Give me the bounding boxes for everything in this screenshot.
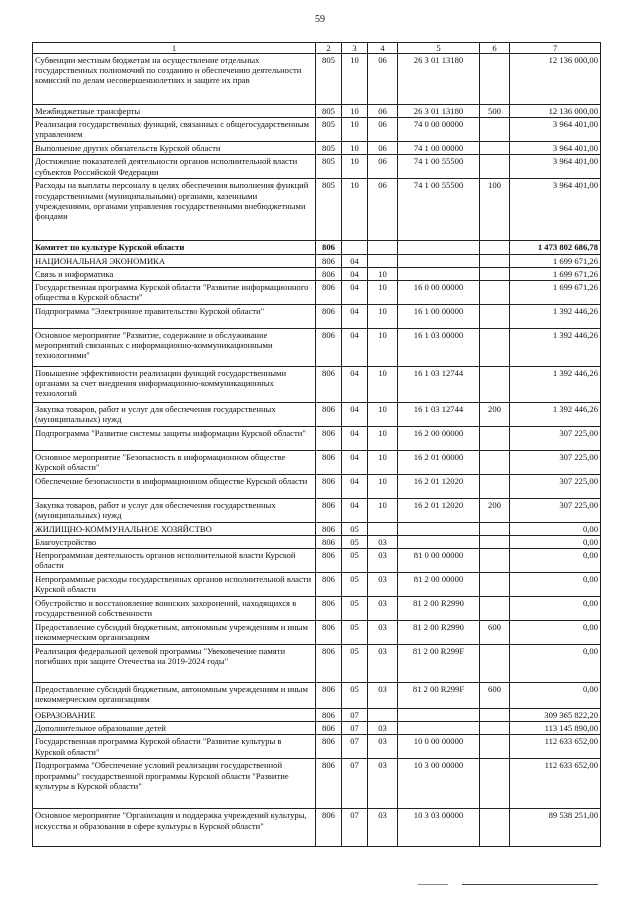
row-ministry-code-cell: 806	[316, 280, 342, 304]
header-cell: 7	[510, 43, 601, 54]
row-name-cell: Основное мероприятие "Организация и поддержка учреждений культуры, искусства и образования в сфере культуры в Курской области"	[33, 809, 316, 847]
row-name-cell: Подпрограмма "Развитие системы защиты информации Курской области"	[33, 426, 316, 450]
row-subsection-cell: 10	[368, 366, 398, 402]
row-name-cell: ОБРАЗОВАНИЕ	[33, 709, 316, 722]
row-expense-type-cell	[480, 759, 510, 809]
header-cell: 1	[33, 43, 316, 54]
row-section-cell: 05	[342, 522, 368, 535]
row-subsection-cell	[368, 709, 398, 722]
row-ministry-code-cell: 806	[316, 549, 342, 573]
row-target-article-cell	[398, 535, 480, 548]
table-row	[33, 722, 601, 735]
row-subsection-cell: 10	[368, 328, 398, 366]
row-name-cell: Благоустройство	[33, 535, 316, 548]
row-ministry-code-cell: 806	[316, 709, 342, 722]
header-cell: 6	[480, 43, 510, 54]
row-subsection-cell: 10	[368, 426, 398, 450]
row-expense-type-cell	[480, 597, 510, 621]
row-subsection-cell: 10	[368, 304, 398, 328]
row-amount-cell: 89 538 251,00	[510, 809, 601, 847]
row-amount-cell: 3 964 401,00	[510, 155, 601, 179]
row-ministry-code-cell: 806	[316, 522, 342, 535]
row-subsection-cell: 06	[368, 155, 398, 179]
row-section-cell: 07	[342, 709, 368, 722]
row-section-cell: 10	[342, 118, 368, 142]
row-expense-type-cell	[480, 118, 510, 142]
row-expense-type-cell: 200	[480, 402, 510, 426]
row-subsection-cell	[368, 241, 398, 254]
row-section-cell: 05	[342, 535, 368, 548]
table-row	[33, 105, 601, 118]
row-name-cell: НАЦИОНАЛЬНАЯ ЭКОНОМИКА	[33, 254, 316, 267]
row-subsection-cell: 06	[368, 142, 398, 155]
row-expense-type-cell	[480, 241, 510, 254]
row-ministry-code-cell: 806	[316, 366, 342, 402]
table-row	[33, 522, 601, 535]
row-expense-type-cell: 500	[480, 105, 510, 118]
row-amount-cell: 0,00	[510, 549, 601, 573]
row-amount-cell: 0,00	[510, 522, 601, 535]
row-target-article-cell: 74 1 00 00000	[398, 142, 480, 155]
row-section-cell: 04	[342, 254, 368, 267]
row-amount-cell: 0,00	[510, 597, 601, 621]
row-target-article-cell	[398, 267, 480, 280]
table-row	[33, 683, 601, 709]
row-target-article-cell	[398, 254, 480, 267]
row-ministry-code-cell: 806	[316, 426, 342, 450]
row-subsection-cell: 03	[368, 621, 398, 645]
row-amount-cell: 12 136 000,00	[510, 105, 601, 118]
row-subsection-cell: 10	[368, 267, 398, 280]
row-amount-cell: 307 225,00	[510, 450, 601, 474]
row-amount-cell: 3 964 401,00	[510, 179, 601, 241]
table-row	[33, 254, 601, 267]
row-expense-type-cell	[480, 426, 510, 450]
row-target-article-cell: 74 0 00 00000	[398, 118, 480, 142]
row-subsection-cell: 10	[368, 474, 398, 498]
row-expense-type-cell: 600	[480, 683, 510, 709]
row-section-cell: 10	[342, 54, 368, 105]
row-ministry-code-cell: 806	[316, 535, 342, 548]
row-section-cell: 05	[342, 597, 368, 621]
row-ministry-code-cell: 806	[316, 573, 342, 597]
row-name-cell: Подпрограмма "Обеспечение условий реализации государственной программы" государственной программы Курской области "Развитие культуры в Курской области"	[33, 759, 316, 809]
row-subsection-cell: 10	[368, 450, 398, 474]
row-subsection-cell: 06	[368, 54, 398, 105]
row-expense-type-cell: 600	[480, 621, 510, 645]
row-amount-cell: 1 392 446,26	[510, 402, 601, 426]
table-row	[33, 621, 601, 645]
row-target-article-cell: 16 2 01 12020	[398, 498, 480, 522]
footer-rule	[462, 884, 598, 885]
row-amount-cell: 1 392 446,26	[510, 304, 601, 328]
row-target-article-cell: 81 0 00 00000	[398, 549, 480, 573]
row-expense-type-cell: 100	[480, 179, 510, 241]
table-row	[33, 280, 601, 304]
row-target-article-cell: 10 0 00 00000	[398, 735, 480, 759]
row-expense-type-cell: 200	[480, 498, 510, 522]
header-cell: 4	[368, 43, 398, 54]
row-section-cell: 05	[342, 645, 368, 683]
row-expense-type-cell	[480, 54, 510, 105]
table-body	[33, 54, 601, 847]
row-target-article-cell: 74 1 00 55500	[398, 179, 480, 241]
row-target-article-cell: 16 2 00 00000	[398, 426, 480, 450]
row-expense-type-cell	[480, 535, 510, 548]
row-subsection-cell: 10	[368, 498, 398, 522]
row-ministry-code-cell: 806	[316, 621, 342, 645]
row-expense-type-cell	[480, 474, 510, 498]
row-name-cell: Реализация федеральной целевой программы "Увековечение памяти погибших при защите Отечества на 2019-2024 годы"	[33, 645, 316, 683]
row-subsection-cell	[368, 522, 398, 535]
row-amount-cell: 1 699 671,26	[510, 280, 601, 304]
row-section-cell: 04	[342, 474, 368, 498]
row-name-cell: Межбюджетные трансферты	[33, 105, 316, 118]
row-section-cell: 04	[342, 280, 368, 304]
table-row	[33, 735, 601, 759]
table-row	[33, 402, 601, 426]
row-name-cell: Достижение показателей деятельности органов исполнительной власти субъектов Российской Федерации	[33, 155, 316, 179]
row-section-cell: 10	[342, 155, 368, 179]
table-row	[33, 304, 601, 328]
row-ministry-code-cell: 806	[316, 304, 342, 328]
row-ministry-code-cell: 806	[316, 722, 342, 735]
row-ministry-code-cell: 805	[316, 118, 342, 142]
row-section-cell: 04	[342, 328, 368, 366]
row-target-article-cell: 16 2 01 12020	[398, 474, 480, 498]
table-row	[33, 759, 601, 809]
row-target-article-cell: 10 3 03 00000	[398, 809, 480, 847]
row-name-cell: Государственная программа Курской области "Развитие культуры в Курской области"	[33, 735, 316, 759]
row-target-article-cell	[398, 241, 480, 254]
row-name-cell: Субвенции местным бюджетам на осуществление отдельных государственных полномочий по созданию и обеспечению деятельности комиссий по делам несовершеннолетних и защите их прав	[33, 54, 316, 105]
row-section-cell: 04	[342, 267, 368, 280]
row-amount-cell: 0,00	[510, 645, 601, 683]
row-expense-type-cell	[480, 142, 510, 155]
table-row	[33, 498, 601, 522]
row-target-article-cell: 16 1 03 12744	[398, 402, 480, 426]
row-target-article-cell: 16 0 00 00000	[398, 280, 480, 304]
table-row	[33, 535, 601, 548]
table-row	[33, 450, 601, 474]
table-row	[33, 241, 601, 254]
row-section-cell: 05	[342, 573, 368, 597]
row-expense-type-cell	[480, 549, 510, 573]
row-ministry-code-cell: 806	[316, 645, 342, 683]
row-amount-cell: 1 699 671,26	[510, 267, 601, 280]
row-subsection-cell: 06	[368, 118, 398, 142]
row-subsection-cell: 03	[368, 535, 398, 548]
row-amount-cell: 0,00	[510, 535, 601, 548]
table-row	[33, 118, 601, 142]
row-expense-type-cell	[480, 573, 510, 597]
row-subsection-cell: 03	[368, 809, 398, 847]
row-amount-cell: 1 392 446,26	[510, 328, 601, 366]
budget-table	[32, 42, 601, 847]
row-ministry-code-cell: 806	[316, 498, 342, 522]
row-target-article-cell: 10 3 00 00000	[398, 759, 480, 809]
row-subsection-cell: 03	[368, 722, 398, 735]
row-subsection-cell: 03	[368, 683, 398, 709]
row-amount-cell: 112 633 652,00	[510, 759, 601, 809]
row-ministry-code-cell: 806	[316, 450, 342, 474]
row-amount-cell: 307 225,00	[510, 474, 601, 498]
header-cell: 5	[398, 43, 480, 54]
row-section-cell: 04	[342, 426, 368, 450]
table-row	[33, 597, 601, 621]
row-subsection-cell: 10	[368, 402, 398, 426]
row-target-article-cell: 81 2 00 R2990	[398, 621, 480, 645]
table-row	[33, 155, 601, 179]
row-ministry-code-cell: 805	[316, 142, 342, 155]
row-name-cell: Комитет по культуре Курской области	[33, 241, 316, 254]
row-name-cell: Основное мероприятие "Развитие, содержание и обслуживание мероприятий связанных с информационно-коммуникационными технологиями"	[33, 328, 316, 366]
row-target-article-cell: 81 2 00 R299F	[398, 683, 480, 709]
row-name-cell: Дополнительное образование детей	[33, 722, 316, 735]
table-row	[33, 573, 601, 597]
row-subsection-cell: 03	[368, 735, 398, 759]
row-expense-type-cell	[480, 645, 510, 683]
row-amount-cell: 112 633 652,00	[510, 735, 601, 759]
row-expense-type-cell	[480, 522, 510, 535]
row-ministry-code-cell: 805	[316, 105, 342, 118]
row-name-cell: Непрограммные расходы государственных органов исполнительной власти Курской области	[33, 573, 316, 597]
row-subsection-cell: 10	[368, 280, 398, 304]
row-section-cell: 07	[342, 722, 368, 735]
row-ministry-code-cell: 805	[316, 155, 342, 179]
row-section-cell: 07	[342, 809, 368, 847]
row-subsection-cell: 03	[368, 573, 398, 597]
table-row	[33, 54, 601, 105]
row-name-cell: Выполнение других обязательств Курской области	[33, 142, 316, 155]
row-ministry-code-cell: 806	[316, 759, 342, 809]
row-expense-type-cell	[480, 722, 510, 735]
row-subsection-cell: 03	[368, 759, 398, 809]
row-expense-type-cell	[480, 328, 510, 366]
row-amount-cell: 307 225,00	[510, 426, 601, 450]
row-target-article-cell: 26 3 01 13180	[398, 54, 480, 105]
table-row	[33, 645, 601, 683]
row-ministry-code-cell: 806	[316, 474, 342, 498]
row-ministry-code-cell: 805	[316, 179, 342, 241]
table-row	[33, 709, 601, 722]
row-amount-cell: 1 473 802 686,78	[510, 241, 601, 254]
table-row	[33, 267, 601, 280]
row-amount-cell: 307 225,00	[510, 498, 601, 522]
table-row	[33, 366, 601, 402]
row-amount-cell: 12 136 000,00	[510, 54, 601, 105]
page-number: 59	[315, 14, 325, 25]
row-target-article-cell: 26 3 01 13180	[398, 105, 480, 118]
row-expense-type-cell	[480, 254, 510, 267]
row-name-cell: ЖИЛИЩНО-КОММУНАЛЬНОЕ ХОЗЯЙСТВО	[33, 522, 316, 535]
row-name-cell: Связь и информатика	[33, 267, 316, 280]
row-subsection-cell: 06	[368, 105, 398, 118]
row-ministry-code-cell: 806	[316, 683, 342, 709]
row-ministry-code-cell: 806	[316, 254, 342, 267]
row-ministry-code-cell: 806	[316, 597, 342, 621]
row-name-cell: Подпрограмма "Электронное правительство Курской области"	[33, 304, 316, 328]
row-ministry-code-cell: 806	[316, 402, 342, 426]
header-cell: 2	[316, 43, 342, 54]
row-ministry-code-cell: 806	[316, 241, 342, 254]
table-row	[33, 328, 601, 366]
row-name-cell: Обеспечение безопасности в информационном обществе Курской области	[33, 474, 316, 498]
row-expense-type-cell	[480, 709, 510, 722]
row-target-article-cell	[398, 722, 480, 735]
row-name-cell: Предоставление субсидий бюджетным, автономным учреждениям и иным некоммерческим организациям	[33, 621, 316, 645]
table-row	[33, 549, 601, 573]
row-section-cell: 04	[342, 304, 368, 328]
row-ministry-code-cell: 806	[316, 735, 342, 759]
row-target-article-cell: 16 1 03 12744	[398, 366, 480, 402]
row-section-cell: 04	[342, 498, 368, 522]
row-ministry-code-cell: 806	[316, 328, 342, 366]
row-section-cell: 04	[342, 402, 368, 426]
row-expense-type-cell	[480, 304, 510, 328]
row-section-cell: 10	[342, 179, 368, 241]
row-subsection-cell: 03	[368, 645, 398, 683]
header-cell: 3	[342, 43, 368, 54]
row-target-article-cell	[398, 522, 480, 535]
row-section-cell: 10	[342, 142, 368, 155]
table-row	[33, 474, 601, 498]
row-amount-cell: 3 964 401,00	[510, 118, 601, 142]
row-name-cell: Реализация государственных функций, связанных с общегосударственным управлением	[33, 118, 316, 142]
table-header-row	[33, 43, 601, 54]
row-name-cell: Обустройство и восстановление воинских захоронений, находящихся в государственной собственности	[33, 597, 316, 621]
row-ministry-code-cell: 806	[316, 267, 342, 280]
row-expense-type-cell	[480, 155, 510, 179]
row-name-cell: Расходы на выплаты персоналу в целях обеспечения выполнения функций государственными (муниципальными) органами, казенными учреждениями, органами управления государственными внебюджетными фондами	[33, 179, 316, 241]
row-section-cell: 04	[342, 450, 368, 474]
row-section-cell: 05	[342, 683, 368, 709]
row-section-cell: 05	[342, 621, 368, 645]
row-target-article-cell: 16 2 01 00000	[398, 450, 480, 474]
row-name-cell: Государственная программа Курской области "Развитие информационного общества в Курской области"	[33, 280, 316, 304]
row-name-cell: Закупка товаров, работ и услуг для обеспечения государственных (муниципальных) нужд	[33, 402, 316, 426]
footer-rule-short	[418, 884, 448, 885]
row-name-cell: Непрограммная деятельность органов исполнительной власти Курской области	[33, 549, 316, 573]
row-name-cell: Предоставление субсидий бюджетным, автономным учреждениям и иным некоммерческим организациям	[33, 683, 316, 709]
row-target-article-cell: 81 2 00 00000	[398, 573, 480, 597]
table-row	[33, 426, 601, 450]
row-section-cell: 10	[342, 105, 368, 118]
row-amount-cell: 3 964 401,00	[510, 142, 601, 155]
row-subsection-cell	[368, 254, 398, 267]
table-row	[33, 809, 601, 847]
row-name-cell: Основное мероприятие "Безопасность в информационном обществе Курской области"	[33, 450, 316, 474]
row-expense-type-cell	[480, 280, 510, 304]
row-amount-cell: 0,00	[510, 683, 601, 709]
row-expense-type-cell	[480, 450, 510, 474]
row-name-cell: Повышение эффективности реализации функций государственными органами за счет внедрения информационно-коммуникационных технологий	[33, 366, 316, 402]
row-expense-type-cell	[480, 366, 510, 402]
row-section-cell: 07	[342, 735, 368, 759]
row-amount-cell: 0,00	[510, 621, 601, 645]
row-target-article-cell: 74 1 00 55500	[398, 155, 480, 179]
row-section-cell	[342, 241, 368, 254]
row-section-cell: 07	[342, 759, 368, 809]
row-section-cell: 05	[342, 549, 368, 573]
row-subsection-cell: 03	[368, 549, 398, 573]
row-amount-cell: 0,00	[510, 573, 601, 597]
table-row	[33, 142, 601, 155]
row-target-article-cell: 81 2 00 R299F	[398, 645, 480, 683]
row-name-cell: Закупка товаров, работ и услуг для обеспечения государственных (муниципальных) нужд	[33, 498, 316, 522]
row-subsection-cell: 06	[368, 179, 398, 241]
row-amount-cell: 309 365 822,20	[510, 709, 601, 722]
row-subsection-cell: 03	[368, 597, 398, 621]
row-target-article-cell	[398, 709, 480, 722]
row-amount-cell: 1 699 671,26	[510, 254, 601, 267]
row-expense-type-cell	[480, 267, 510, 280]
row-section-cell: 04	[342, 366, 368, 402]
row-expense-type-cell	[480, 809, 510, 847]
table-row	[33, 179, 601, 241]
row-amount-cell: 113 145 890,00	[510, 722, 601, 735]
row-ministry-code-cell: 806	[316, 809, 342, 847]
row-amount-cell: 1 392 446,26	[510, 366, 601, 402]
row-target-article-cell: 16 1 00 00000	[398, 304, 480, 328]
row-target-article-cell: 81 2 00 R2990	[398, 597, 480, 621]
row-expense-type-cell	[480, 735, 510, 759]
row-ministry-code-cell: 805	[316, 54, 342, 105]
row-target-article-cell: 16 1 03 00000	[398, 328, 480, 366]
